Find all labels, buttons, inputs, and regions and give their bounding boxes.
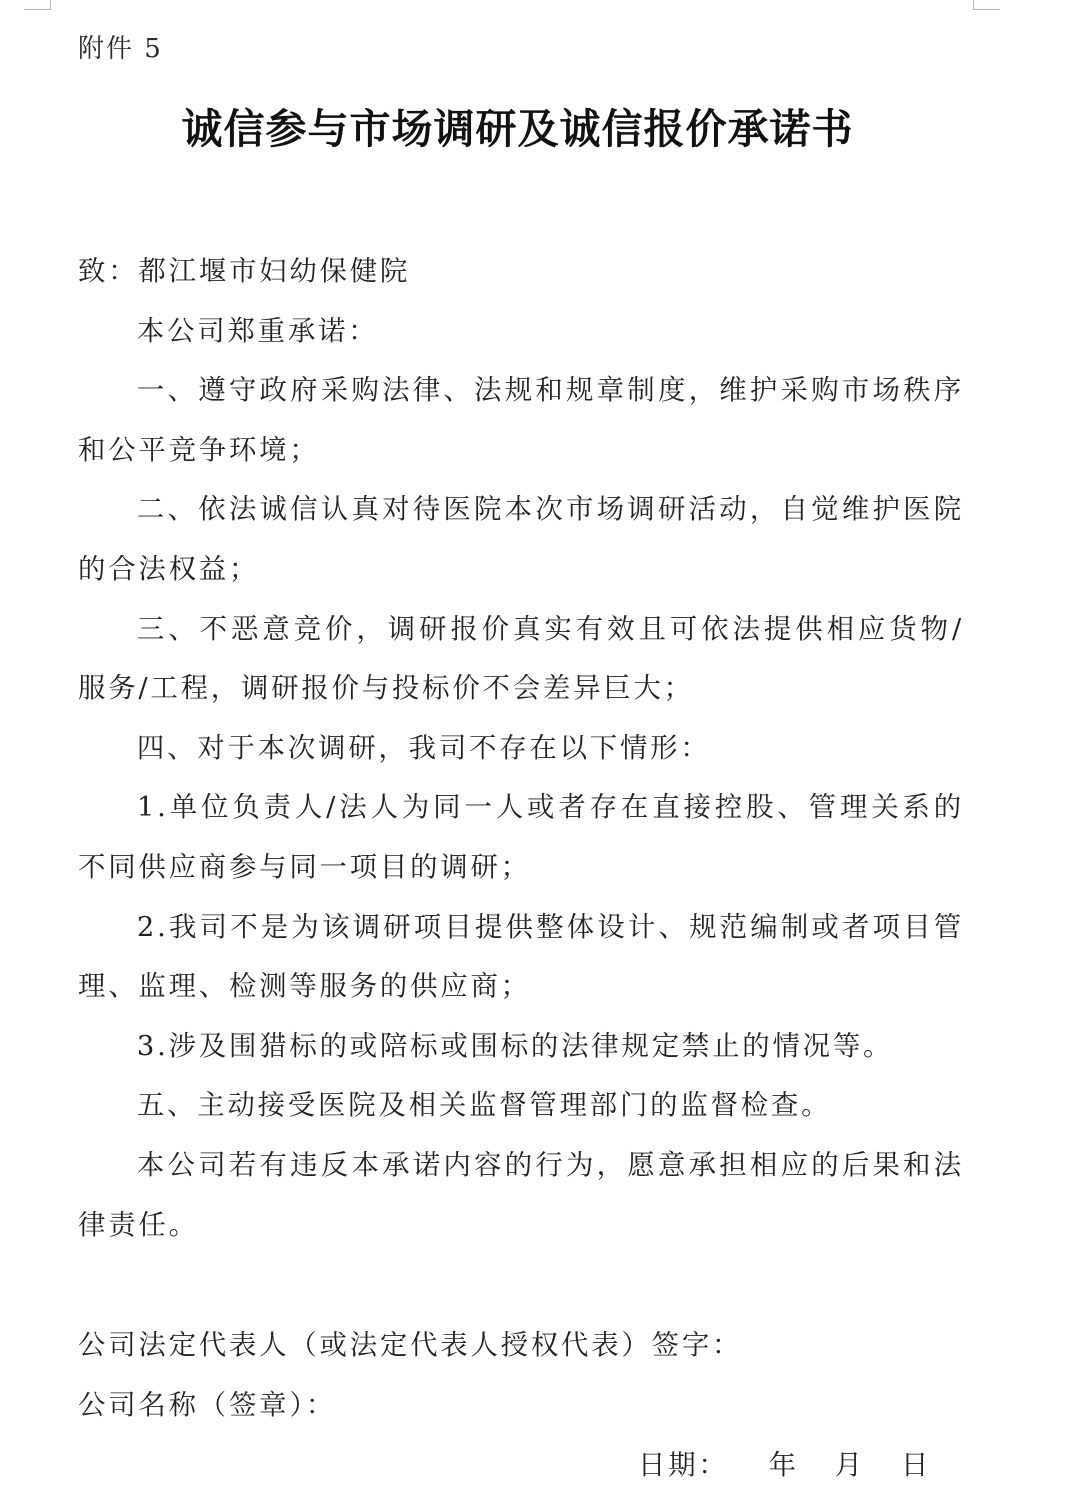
commitment-item-1: 一、遵守政府采购法律、法规和规章制度，维护采购市场秩序和公平竞争环境； (78, 375, 964, 466)
date-year: 年 (768, 1450, 799, 1481)
company-name-line: 公司名称（签章）： (78, 1390, 337, 1421)
representative-signature-line: 公司法定代表人（或法定代表人授权代表）签字： (78, 1330, 743, 1361)
date-line (638, 1442, 931, 1482)
date-month: 月 (834, 1450, 865, 1481)
commitment-subitem-1: 1.单位负责人/法人为同一人或者存在直接控股、管理关系的不同供应商参与同一项目的调研； (78, 792, 964, 883)
document-title: 诚信参与市场调研及诚信报价承诺书 (181, 105, 854, 153)
commitment-intro: 本公司郑重承诺： (136, 315, 379, 347)
recipient-line: 致：都江堰市妇幼保健院 (78, 256, 411, 287)
page-corner-mark-left (24, 0, 51, 10)
commitment-item-3: 三、不恶意竞价，调研报价真实有效且可依法提供相应货物/服务/工程，调研报价与投标价不会差异巨大； (78, 613, 964, 705)
commitment-item-4: 四、对于本次调研，我司不存在以下情形： (136, 732, 711, 764)
attachment-label: 附件 5 (78, 34, 163, 64)
commitment-subitem-2: 2.我司不是为该调研项目提供整体设计、规范编制或者项目管理、监理、检测等服务的供应商； (78, 911, 964, 1003)
commitment-closing: 本公司若有违反本承诺内容的行为，愿意承担相应的后果和法律责任。 (78, 1149, 964, 1241)
commitment-subitem-3: 3.涉及围猎标的或陪标或围标的法律规定禁止的情况等。 (136, 1030, 894, 1062)
date-label: 日期： (638, 1450, 729, 1481)
document-body (78, 242, 964, 1255)
commitment-item-5: 五、主动接受医院及相关监督管理部门的监督检查。 (136, 1090, 832, 1122)
date-day: 日 (900, 1450, 932, 1481)
page-corner-mark-right (973, 0, 1000, 10)
commitment-item-2: 二、依法诚信认真对待医院本次市场调研活动，自觉维护医院的合法权益； (78, 494, 964, 585)
